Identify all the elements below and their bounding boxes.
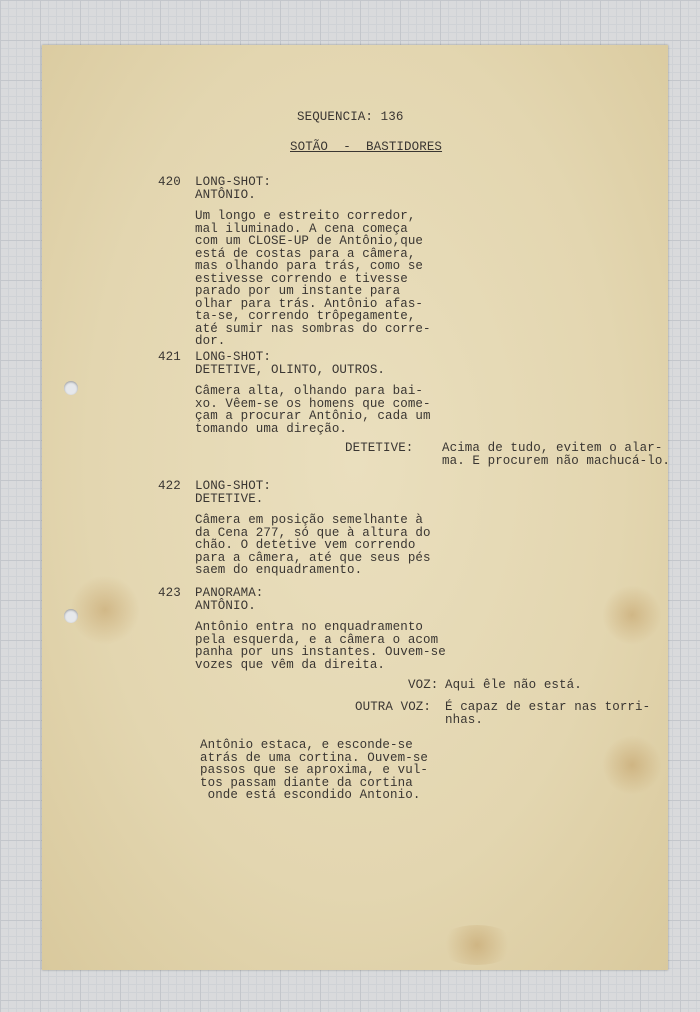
- location-title: SOTÃO - BASTIDORES: [290, 140, 443, 154]
- stain: [70, 575, 140, 645]
- action-line: tomando uma direção.: [195, 421, 348, 436]
- action-line: atrás de uma cortina. Ouvem-se: [200, 750, 429, 765]
- action-line: tos passam diante da cortina: [200, 775, 413, 790]
- action-line: mal iluminado. A cena começa: [195, 221, 408, 236]
- action-line: Câmera em posição semelhante à: [195, 513, 424, 527]
- script-page: [42, 45, 671, 970]
- action-line: Câmera alta, olhando para bai-: [195, 384, 424, 398]
- shot-subject: DETETIVE.: [195, 492, 264, 506]
- action-line: Um longo e estreito corredor,: [195, 209, 416, 223]
- dialogue-line: Acima de tudo, evitem o alar-: [442, 441, 663, 455]
- shot-type: PANORAMA:: [195, 586, 264, 600]
- action-line: Antônio estaca, e esconde-se: [200, 738, 413, 752]
- dialogue-speaker: DETETIVE:: [345, 441, 414, 455]
- action-line: passos que se aproxima, e vul-: [200, 763, 429, 777]
- action-line: pela esquerda, e a câmera o acom: [195, 632, 439, 647]
- action-line: da Cena 277, só que à altura do: [195, 525, 431, 540]
- punch-hole: [64, 609, 78, 623]
- action-line: panha por uns instantes. Ouvem-se: [195, 645, 446, 659]
- action-line: ta-se, correndo trôpegamente,: [195, 309, 416, 323]
- action-line: olhar para trás. Antônio afas-: [195, 296, 424, 311]
- dialogue-line: nhas.: [445, 713, 484, 727]
- action-line: Antônio entra no enquadramento: [195, 620, 424, 634]
- stain: [602, 585, 662, 645]
- stain: [602, 735, 662, 795]
- shot-subject: ANTÔNIO.: [195, 188, 256, 202]
- scene-number: 422: [158, 479, 181, 493]
- stain: [437, 925, 517, 965]
- shot-type: LONG-SHOT:: [195, 479, 272, 493]
- shot-subject: DETETIVE, OLINTO, OUTROS.: [195, 363, 386, 377]
- dialogue-line: É capaz de estar nas torri-: [445, 700, 651, 714]
- sequence-title: SEQUENCIA: 136: [297, 110, 404, 124]
- action-line: vozes que vêm da direita.: [195, 657, 386, 672]
- shot-subject: ANTÔNIO.: [195, 599, 256, 613]
- dialogue-speaker: VOZ:: [408, 678, 439, 692]
- scene-number: 423: [158, 586, 181, 600]
- action-line: saem do enquadramento.: [195, 563, 363, 577]
- action-line: com um CLOSE-UP de Antônio,que: [195, 234, 424, 248]
- action-line: mas olhando para trás, como se: [195, 259, 424, 273]
- action-line: está de costas para a câmera,: [195, 246, 416, 261]
- action-line: dor.: [195, 334, 226, 348]
- dialogue-line: Aqui êle não está.: [445, 678, 582, 692]
- dialogue-speaker: OUTRA VOZ:: [355, 700, 432, 714]
- action-line: até sumir nas sombras do corre-: [195, 321, 431, 336]
- action-line: estivesse correndo e tivesse: [195, 271, 408, 286]
- action-line: para a câmera, até que seus pés: [195, 550, 431, 565]
- shot-type: LONG-SHOT:: [195, 350, 272, 364]
- dialogue-line: ma. E procurem não machucá-lo.: [442, 454, 671, 468]
- action-line: xo. Vêem-se os homens que come-: [195, 396, 431, 411]
- scene-number: 420: [158, 175, 181, 189]
- punch-hole: [64, 381, 78, 395]
- shot-type: LONG-SHOT:: [195, 175, 272, 189]
- action-line: parado por um instante para: [195, 284, 401, 298]
- action-line: çam a procurar Antônio, cada um: [195, 409, 431, 423]
- action-line: onde está escondido Antonio.: [200, 788, 421, 802]
- action-line: chão. O detetive vem correndo: [195, 538, 416, 552]
- scene-number: 421: [158, 350, 181, 364]
